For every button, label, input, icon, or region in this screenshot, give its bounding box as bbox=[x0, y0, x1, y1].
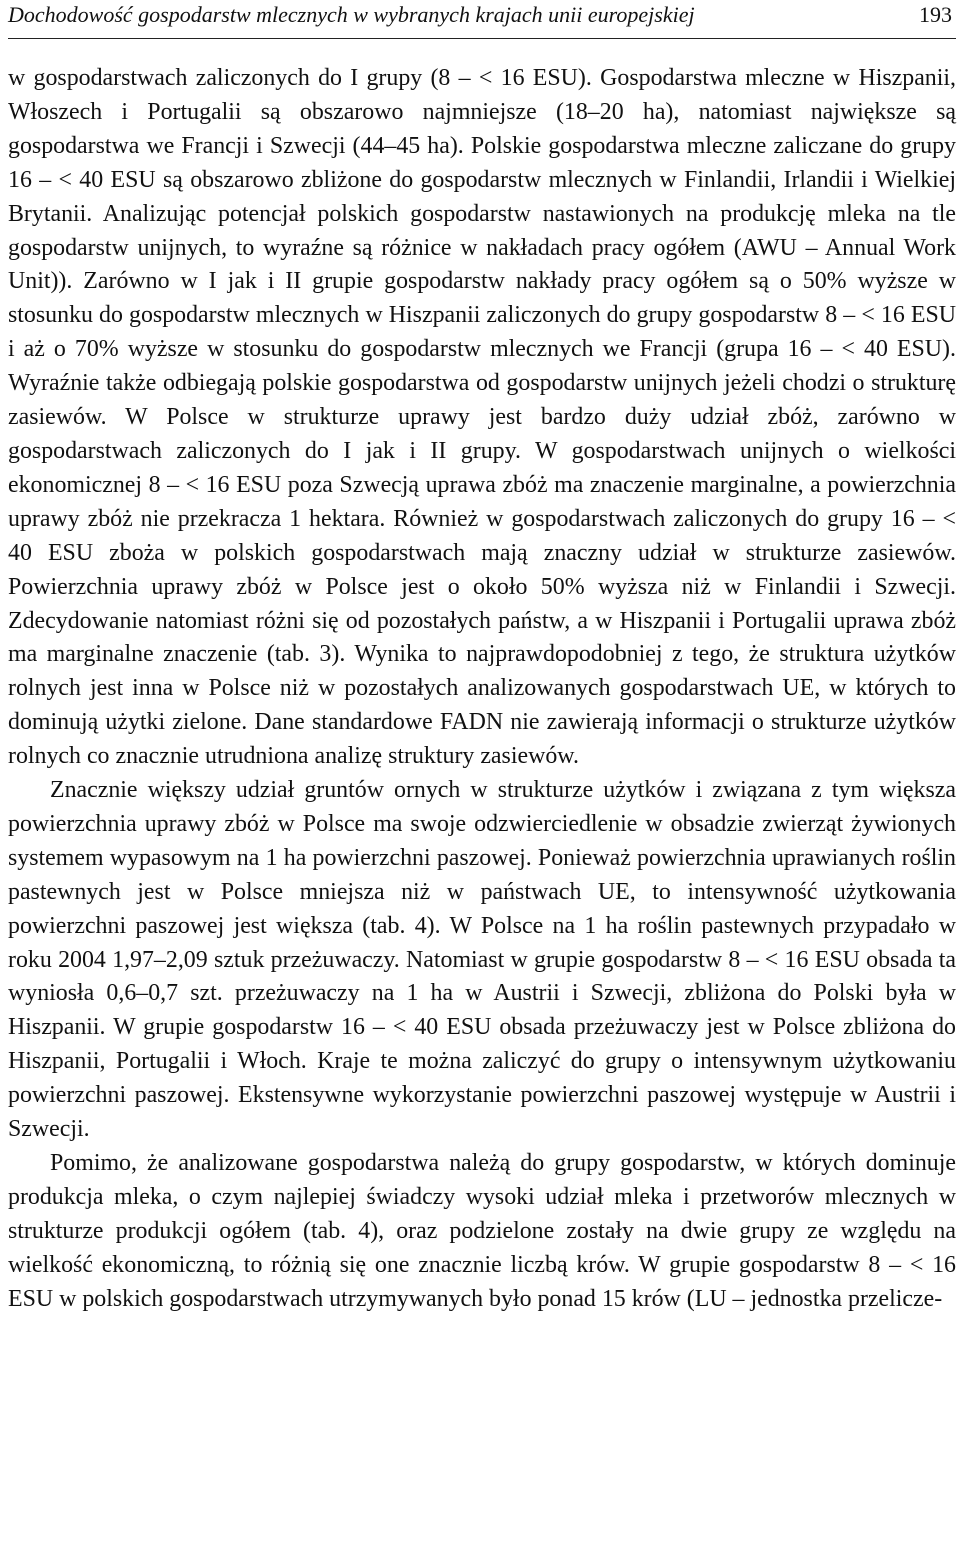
page-number: 193 bbox=[919, 2, 952, 27]
paragraph-3: Pomimo, że analizowane gospodarstwa należą do grupy gospodarstw, w których dominuje produkcja mleka, o czym najlepiej świadczy wysoki udział mleka i przetworów mlecznych w strukturze produkcji ogółem (tab. 4), oraz podzielone zostały na dwie grupy ze względu na wielkość ekonomiczną, to różnią się one znacznie liczbą krów. W grupie gospodarstw 8 – < 16 ESU w polskich gospodarstwach utrzymywanych było ponad 15 krów (LU – jednostka przelicze- bbox=[8, 1150, 956, 1312]
paragraph-1: w gospodarstwach zaliczonych do I grupy (8 – < 16 ESU). Gospodarstwa mleczne w Hiszpanii, Włoszech i Portugalii są obszarowo najmniejsze (18–20 ha), natomiast największe są gospodarstwa we Francji i Szwecji (44–45 ha). Polskie gospodarstwa mleczne zaliczane do grupy 16 – < 40 ESU są obszarowo zbliżone do gospodarstw mlecznych w Finlandii, Irlandii i Wielkiej Brytanii. Analizując potencjał polskich gospodarstw nastawionych na produkcję mleka na tle gospodarstw unijnych, to wyraźne są różnice w nakładach pracy ogółem (AWU – Annual Work Unit)). Zarówno w I jak i II grupie gospodarstw nakłady pracy ogółem są o 50% wyższe w stosunku do gospodarstw mlecznych w Hiszpanii zaliczonych do grupy gospodarstw 8 – < 16 ESU i aż o 70% wyższe w stosunku do gospodarstw mlecznych we Francji (grupa 16 – < 40 ESU). Wyraźnie także odbiegają polskie gospodarstwa od gospodarstw unijnych jeżeli chodzi o strukturę zasiewów. W Polsce w strukturze uprawy jest bardzo duży udział zbóż, zarówno w gospodarstwach zaliczonych do I jak i II grupy. W gospodarstwach unijnych o wielkości ekonomicznej 8 – < 16 ESU poza Szwecją uprawa zbóż ma znaczenie marginalne, a powierzchnia uprawy zbóż nie przekracza 1 hektara. Również w gospodarstwach zaliczonych do grupy 16 – < 40 ESU zboża w polskich gospodarstwach mają znaczny udział w strukturze zasiewów. Powierzchnia uprawy zbóż w Polsce jest o około 50% wyższa niż w Finlandii i Szwecji. Zdecydowanie natomiast różni się od pozostałych państw, a w Hiszpanii i Portugalii uprawa zbóż ma marginalne znaczenie (tab. 3). Wynika to najprawdopodobniej z tego, że struktura użytków rolnych jest inna w Polsce niż w pozostałych analizowanych gospodarstwach UE, w których to dominują użytki zielone. Dane standardowe FADN nie zawierają informacji o strukturze użytków rolnych co znacznie utrudniona analizę struktury zasiewów. bbox=[8, 65, 956, 770]
running-header bbox=[8, 0, 956, 39]
body-text bbox=[8, 62, 956, 1317]
paragraph-2: Znacznie większy udział gruntów ornych w strukturze użytków i związana z tym większa powierzchnia uprawy zbóż w Polsce ma swoje odzwierciedlenie w obsadzie zwierząt żywionych systemem wypasowym na 1 ha powierzchni paszowej. Ponieważ powierzchnia uprawianych roślin pastewnych jest w Polsce mniejsza niż w państwach UE, to intensywność użytkowania powierzchni paszowej jest większa (tab. 4). W Polsce na 1 ha roślin pastewnych przypadało w roku 2004 1,97–2,09 sztuk przeżuwaczy. Natomiast w grupie gospodarstw 8 – < 16 ESU obsada ta wyniosła 0,6–0,7 szt. przeżuwaczy na 1 ha w Austrii i Szwecji, zbliżona do Polski była w Hiszpanii. W grupie gospodarstw 16 – < 40 ESU obsada przeżuwaczy jest w Polsce zbliżona do Hiszpanii, Portugalii i Włoch. Kraje te można zaliczyć do grupy o intensywnym użytkowaniu powierzchni paszowej. Ekstensywne wykorzystanie powierzchni paszowej występuje w Austrii i Szwecji. bbox=[8, 777, 956, 1143]
running-header-title: Dochodowość gospodarstw mlecznych w wybranych krajach unii europejskiej bbox=[8, 2, 695, 27]
document-page bbox=[8, 0, 956, 1568]
